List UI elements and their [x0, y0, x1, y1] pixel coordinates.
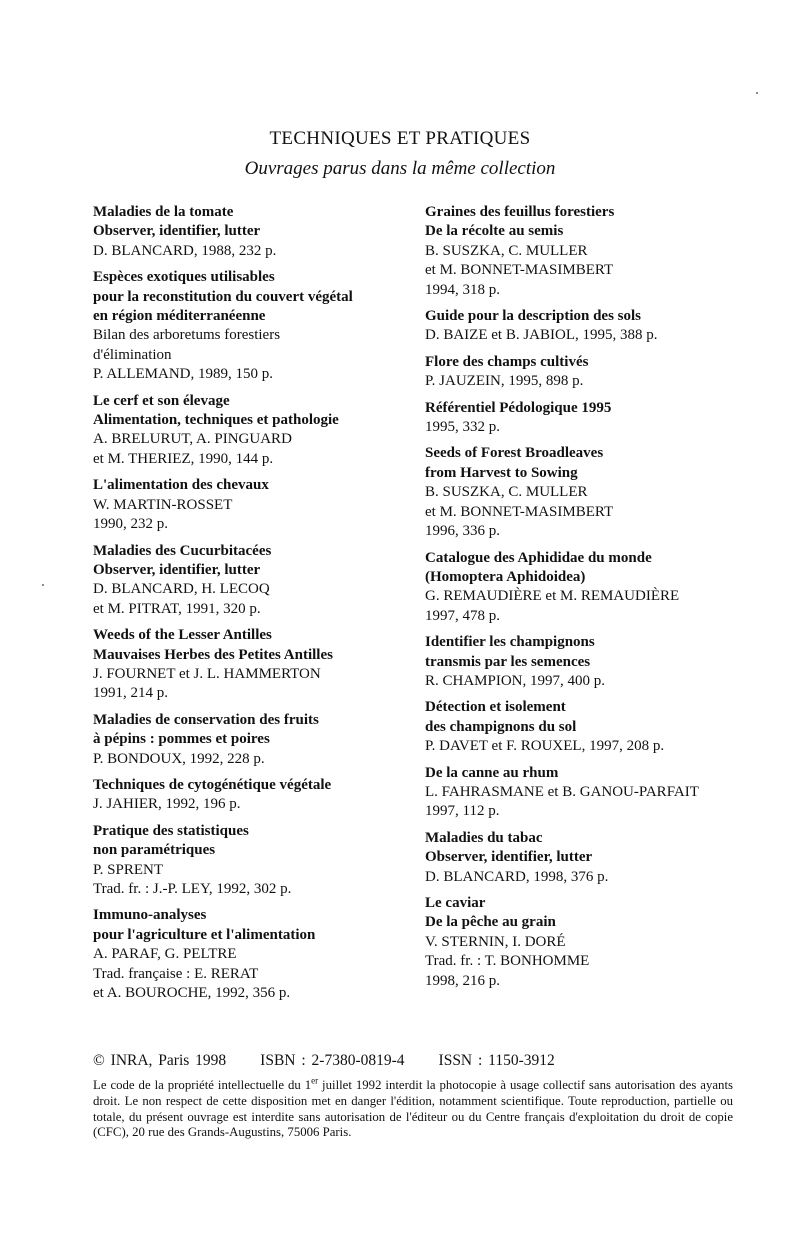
publication-title: Graines des feuillus forestiers De la récolte au semis [425, 204, 615, 240]
publication-entry [93, 392, 398, 470]
publication-details: L. FAHRASMANE et B. GANOU-PARFAIT 1997, 112 p. [425, 783, 699, 820]
publication-entry [93, 203, 398, 261]
publication-entry [93, 476, 398, 534]
publication-title: Référentiel Pédologique 1995 [425, 399, 612, 416]
publication-entry [93, 776, 398, 815]
collection-title: TECHNIQUES ET PRATIQUES [269, 128, 531, 149]
publication-title: Pratique des statistiques non paramétriques [93, 822, 249, 859]
publication-entry [425, 633, 760, 691]
publication-title: Détection et isolement des champignons du sol [425, 699, 577, 735]
collection-subtitle: Ouvrages parus dans la même collection [244, 158, 556, 179]
publication-entry [425, 353, 760, 392]
publication-title: Identifier les champignons transmis par les semences [425, 634, 595, 670]
publication-entry [425, 307, 760, 346]
legal-text-start: Le code de la propriété intellectuelle du 1 [93, 1078, 312, 1092]
publication-details: Bilan des arboretums forestiers d'élimination P. ALLEMAND, 1989, 150 p. [93, 327, 281, 383]
publication-details: D. BLANCARD, H. LECOQ et M. PITRAT, 1991, 320 p. [93, 581, 270, 617]
publication-title: Maladies de la tomate Observer, identifier, lutter [93, 204, 261, 240]
publication-entry [425, 549, 760, 627]
publication-entry [425, 444, 760, 541]
publication-details: G. REMAUDIÈRE et M. REMAUDIÈRE 1997, 478 p. [425, 588, 680, 624]
publication-details: 1995, 332 p. [425, 419, 500, 436]
publication-title: Techniques de cytogénétique végétale [93, 776, 332, 793]
copyright: © INRA, Paris 1998 [93, 1052, 227, 1069]
publication-title: Maladies de conservation des fruits à pépins : pommes et poires [93, 711, 319, 748]
publication-entry [425, 894, 760, 991]
publication-entry [93, 822, 398, 900]
publication-details: V. STERNIN, I. DORÉ Trad. fr. : T. BONHOMME 1998, 216 p. [425, 933, 590, 989]
publication-title: Weeds of the Lesser Antilles Mauvaises Herbes des Petites Antilles [93, 627, 333, 663]
publication-title: Immuno-analyses pour l'agriculture et l'alimentation [93, 907, 316, 943]
publication-details: J. FOURNET et J. L. HAMMERTON 1991, 214 p. [93, 665, 321, 702]
publication-title: Le cerf et son élevage Alimentation, techniques et pathologie [93, 392, 339, 429]
publication-title: Maladies des Cucurbitacées Observer, identifier, lutter [93, 542, 272, 578]
publication-title: Espèces exotiques utilisables pour la reconstitution du couvert végétal en région méditerranéenne [93, 269, 353, 325]
publication-title: De la canne au rhum [425, 764, 559, 781]
publication-title: Le caviar De la pêche au grain [425, 895, 556, 931]
copyright-line [93, 1052, 733, 1070]
legal-superscript: er [311, 1075, 319, 1086]
publication-entry [93, 711, 398, 769]
publication-details: D. BAIZE et B. JABIOL, 1995, 388 p. [425, 327, 658, 344]
publication-details: P. JAUZEIN, 1995, 898 p. [425, 373, 584, 390]
publication-entry [93, 268, 398, 384]
publication-details: B. SUSZKA, C. MULLER et M. BONNET-MASIMBERT 1996, 336 p. [425, 484, 614, 540]
publication-entry [425, 399, 760, 438]
publication-details: B. SUSZKA, C. MULLER et M. BONNET-MASIMBERT 1994, 318 p. [425, 242, 614, 298]
issn: ISSN : 1150-3912 [438, 1052, 555, 1069]
scan-speck [756, 92, 758, 94]
publication-details: W. MARTIN-ROSSET 1990, 232 p. [93, 496, 233, 533]
publication-details: R. CHAMPION, 1997, 400 p. [425, 672, 606, 689]
publication-details: P. BONDOUX, 1992, 228 p. [93, 750, 265, 767]
right-publication-column [425, 203, 760, 998]
isbn: ISBN : 2-7380-0819-4 [260, 1052, 405, 1069]
publication-entry [93, 542, 398, 620]
publication-title: Flore des champs cultivés [425, 353, 589, 370]
publication-entry [425, 698, 760, 756]
publication-details: P. DAVET et F. ROUXEL, 1997, 208 p. [425, 738, 665, 755]
publication-details: A. BRELURUT, A. PINGUARD et M. THERIEZ, 1990, 144 p. [93, 431, 292, 467]
publication-title: Guide pour la description des sols [425, 308, 642, 325]
publication-details: D. BLANCARD, 1988, 232 p. [93, 242, 277, 259]
publication-details: J. JAHIER, 1992, 196 p. [93, 796, 241, 813]
publication-entry [93, 626, 398, 704]
legal-notice [93, 1075, 733, 1141]
publication-details: D. BLANCARD, 1998, 376 p. [425, 868, 609, 885]
publication-entry [425, 829, 760, 887]
publication-entry [93, 906, 398, 1003]
scan-speck [42, 584, 44, 586]
footer [93, 1052, 733, 1141]
publication-details: P. SPRENT Trad. fr. : J.-P. LEY, 1992, 302 p. [93, 861, 292, 897]
publication-title: Catalogue des Aphididae du monde (Homoptera Aphidoidea) [425, 549, 652, 585]
legal-text-end: juillet 1992 interdit la photocopie à usage collectif sans autorisation des ayants droit. Le non respect de cette disposition met en danger l'édition, notamment scientifique. Toute reproduction, partielle ou totale, du présent ouvrage est interdite sans autorisation de l'éditeur ou du Centre français d'exploitation du droit de copie (CFC), 20 rue des Grands-Augustins, 75006 Paris. [93, 1078, 733, 1140]
publication-title: Maladies du tabac Observer, identifier, lutter [425, 829, 593, 866]
publication-entry [425, 203, 760, 300]
publication-title: L'alimentation des chevaux [93, 477, 269, 494]
publication-title: Seeds of Forest Broadleaves from Harvest to Sowing [425, 445, 604, 481]
publication-details: A. PARAF, G. PELTRE Trad. française : E. RERAT et A. BOUROCHE, 1992, 356 p. [93, 946, 291, 1002]
publication-entry [425, 764, 760, 822]
left-publication-column [93, 203, 398, 1010]
